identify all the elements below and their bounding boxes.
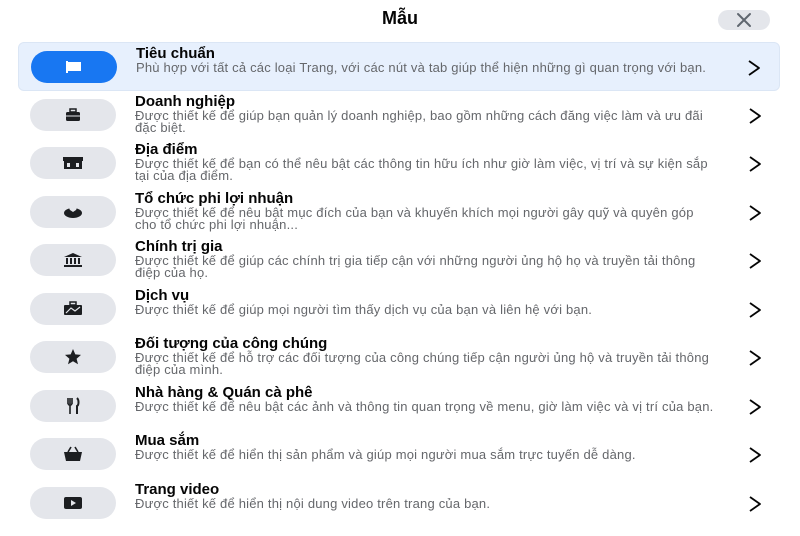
toolbox-icon: [62, 301, 84, 317]
chevron-right-icon: [744, 105, 766, 127]
template-description: Được thiết kế để nêu bật mục đích của bạn và khuyến khích mọi người gây quỹ và quyên góp cho tổ chức phi lợi nhuận...: [135, 204, 694, 232]
template-row-tieu-chuan[interactable]: [18, 42, 780, 91]
template-list: [18, 42, 780, 527]
template-icon-badge: [30, 244, 116, 276]
template-row-chinh-tri-gia[interactable]: [18, 236, 780, 285]
chevron-right-icon: [744, 202, 766, 224]
shopping-basket-icon: [62, 446, 84, 462]
template-icon-badge: [30, 147, 116, 179]
template-row-dich-vu[interactable]: [18, 285, 780, 334]
close-button[interactable]: [718, 10, 770, 30]
template-title: Địa điểm: [135, 141, 198, 158]
storefront-icon: [61, 155, 85, 171]
star-icon: [64, 348, 82, 366]
template-icon-badge: [30, 341, 116, 373]
template-icon-badge: [30, 438, 116, 470]
template-title: Đối tượng của công chúng: [135, 335, 328, 352]
dialog-header: [0, 0, 800, 40]
chevron-right-icon: [744, 444, 766, 466]
template-row-trang-video[interactable]: [18, 479, 780, 528]
close-icon: [735, 11, 753, 29]
template-row-doanh-nghiep[interactable]: [18, 91, 780, 140]
dialog-title: Mẫu: [382, 8, 418, 28]
chevron-right-icon: [744, 493, 766, 515]
template-description: Được thiết kế để nêu bật các ảnh và thông tin quan trọng về menu, giờ làm việc và vị trí của bạn.: [135, 398, 714, 414]
template-icon-badge: [30, 293, 116, 325]
template-icon-badge: [30, 390, 116, 422]
chevron-right-icon: [744, 347, 766, 369]
chevron-right-icon: [744, 396, 766, 418]
template-title: Dịch vụ: [135, 286, 190, 304]
fork-knife-icon: [65, 397, 81, 415]
template-title: Chính trị gia: [135, 238, 223, 255]
template-title: Nhà hàng & Quán cà phê: [135, 383, 313, 401]
template-row-doi-tuong-cong-chung[interactable]: [18, 333, 780, 382]
template-description: Được thiết kế để hỗ trợ các đối tượng của công chúng tiếp cận người ủng hộ và truyền tải thông điệp của mình.: [135, 350, 710, 377]
donation-icon: [62, 204, 84, 220]
briefcase-icon: [63, 107, 83, 123]
template-description: Phù hợp với tất cả các loại Trang, với các nút và tab giúp thể hiện những gì quan trọng với bạn.: [136, 60, 707, 75]
government-building-icon: [62, 252, 84, 268]
chevron-right-icon: [744, 250, 766, 272]
template-icon-badge: [30, 487, 116, 519]
video-play-icon: [62, 495, 84, 511]
template-description: Được thiết kế để hiển thị sản phẩm và giúp mọi người mua sắm trực tuyến dễ dàng.: [135, 447, 636, 462]
template-description: Được thiết kế để giúp mọi người tìm thấy dịch vụ của bạn và liên hệ với bạn.: [135, 301, 593, 317]
template-description: Được thiết kế để bạn có thể nêu bật các thông tin hữu ích như giờ làm việc, vị trí và sự kiện sắp tại của địa điểm.: [135, 156, 708, 183]
template-title: Tiêu chuẩn: [136, 45, 215, 62]
chevron-right-icon: [744, 153, 766, 175]
template-row-mua-sam[interactable]: [18, 430, 780, 479]
template-row-nha-hang-quan-ca-phe[interactable]: [18, 382, 780, 431]
template-icon-badge: [31, 51, 117, 83]
flag-icon: [64, 59, 84, 75]
template-title: Mua sắm: [135, 432, 200, 449]
chevron-right-icon: [743, 57, 765, 79]
template-icon-badge: [30, 196, 116, 228]
chevron-right-icon: [744, 299, 766, 321]
template-description: Được thiết kế để giúp các chính trị gia tiếp cận với những người ủng hộ họ và truyền tải thông điệp của họ.: [135, 253, 696, 280]
template-description: Được thiết kế để hiển thị nội dung video trên trang của bạn.: [135, 495, 491, 511]
template-title: Tổ chức phi lợi nhuận: [135, 189, 294, 207]
template-description: Được thiết kế để giúp bạn quản lý doanh nghiệp, bao gồm những cách đăng việc làm và ưu đãi đặc biệt.: [135, 107, 703, 135]
template-row-dia-diem[interactable]: [18, 139, 780, 188]
template-title: Doanh nghiệp: [135, 92, 235, 110]
template-icon-badge: [30, 99, 116, 131]
template-row-to-chuc-phi-loi-nhuan[interactable]: [18, 188, 780, 237]
template-title: Trang video: [135, 480, 220, 498]
